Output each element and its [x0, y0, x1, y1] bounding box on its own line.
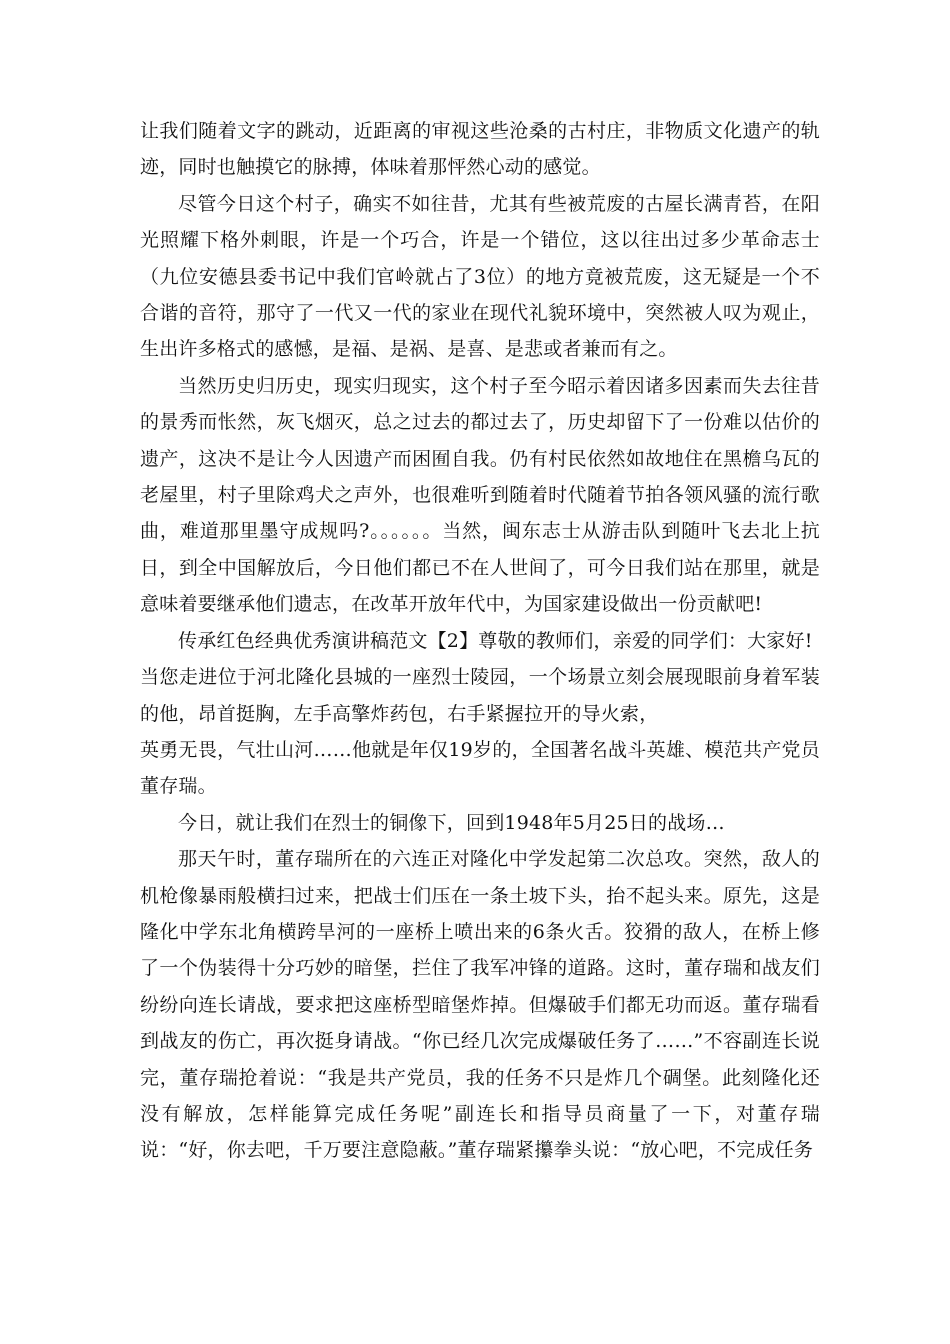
paragraph-6: 英勇无畏，气壮山河……他就是年仅19岁的，全国著名战斗英雄、模范共产党员董存瑞。 — [140, 738, 820, 798]
paragraph-2: 尽管今日这个村子，确实不如往昔，尤其有些被荒废的古屋长满青苔，在阳光照耀下格外刺眼，许是一个巧合，许是一个错位，这以往出过多少革命志士（九位安德县委书记中我们官岭就占了3位）的地方竟被荒废，这无疑是一个不合谐的音符，那守了一代又一代的家业在现代礼貌环境中，突然被人叹为观止，生出许多格式的感憾，是福、是祸、是喜、是悲或者兼而有之。 — [140, 192, 820, 361]
paragraph-4: 传承红色经典优秀演讲稿范文【2】尊敬的教师们，亲爱的同学们：大家好! — [178, 629, 813, 652]
paragraph-8: 那天午时，董存瑞所在的六连正对隆化中学发起第二次总攻。突然，敌人的机枪像暴雨般横扫过来，把战士们压在一条土坡下头，抬不起头来。原先，这是隆化中学东北角横跨旱河的一座桥上喷出来的6条火舌。狡猾的敌人，在桥上修了一个伪装得十分巧妙的暗堡，拦住了我军冲锋的道路。这时，董存瑞和战友们纷纷向连长请战，要求把这座桥型暗堡炸掉。但爆破手们都无功而返。董存瑞看到战友的伤亡，再次挺身请战。“你已经几次完成爆破任务了……”不容副连长说完，董存瑞抢着说：“我是共产党员，我的任务不只是炸几个碉堡。此刻隆化还没有解放，怎样能算完成任务呢”副连长和指导员商量了一下，对董存瑞说：“好，你去吧，千万要注意隐蔽。”董存瑞紧攥拳头说：“放心吧，不完成任务 — [140, 848, 820, 1162]
paragraph-7: 今日，就让我们在烈士的铜像下，回到1948年5月25日的战场… — [178, 811, 725, 834]
paragraph-1: 让我们随着文字的跳动，近距离的审视这些沧桑的古村庄，非物质文化遗产的轨迹，同时也触摸它的脉搏，体味着那怦然心动的感觉。 — [140, 120, 820, 179]
document-body — [140, 113, 820, 1169]
paragraph-3: 当然历史归历史，现实归现实，这个村子至今昭示着因诸多因素而失去往昔的景秀而怅然，灰飞烟灭，总之过去的都过去了，历史却留下了一份难以估价的遗产，这决不是让今人因遗产而困囿自我。仍有村民依然如故地住在黑檐乌瓦的老屋里，村子里除鸡犬之声外，也很难听到随着时代随着节拍各领风骚的流行歌曲，难道那里墨守成规吗?。。。。。。当然，闽东志士从游击队到随叶飞去北上抗日，到全中国解放后，今日他们都已不在人世间了，可今日我们站在那里，就是意味着要继承他们遗志，在改革开放年代中，为国家建设做出一份贡献吧! — [140, 374, 820, 616]
paragraph-5: 当您走进位于河北隆化县城的一座烈士陵园，一个场景立刻会展现眼前身着军装的他，昂首挺胸，左手高擎炸药包，右手紧握拉开的导火索， — [140, 666, 820, 725]
